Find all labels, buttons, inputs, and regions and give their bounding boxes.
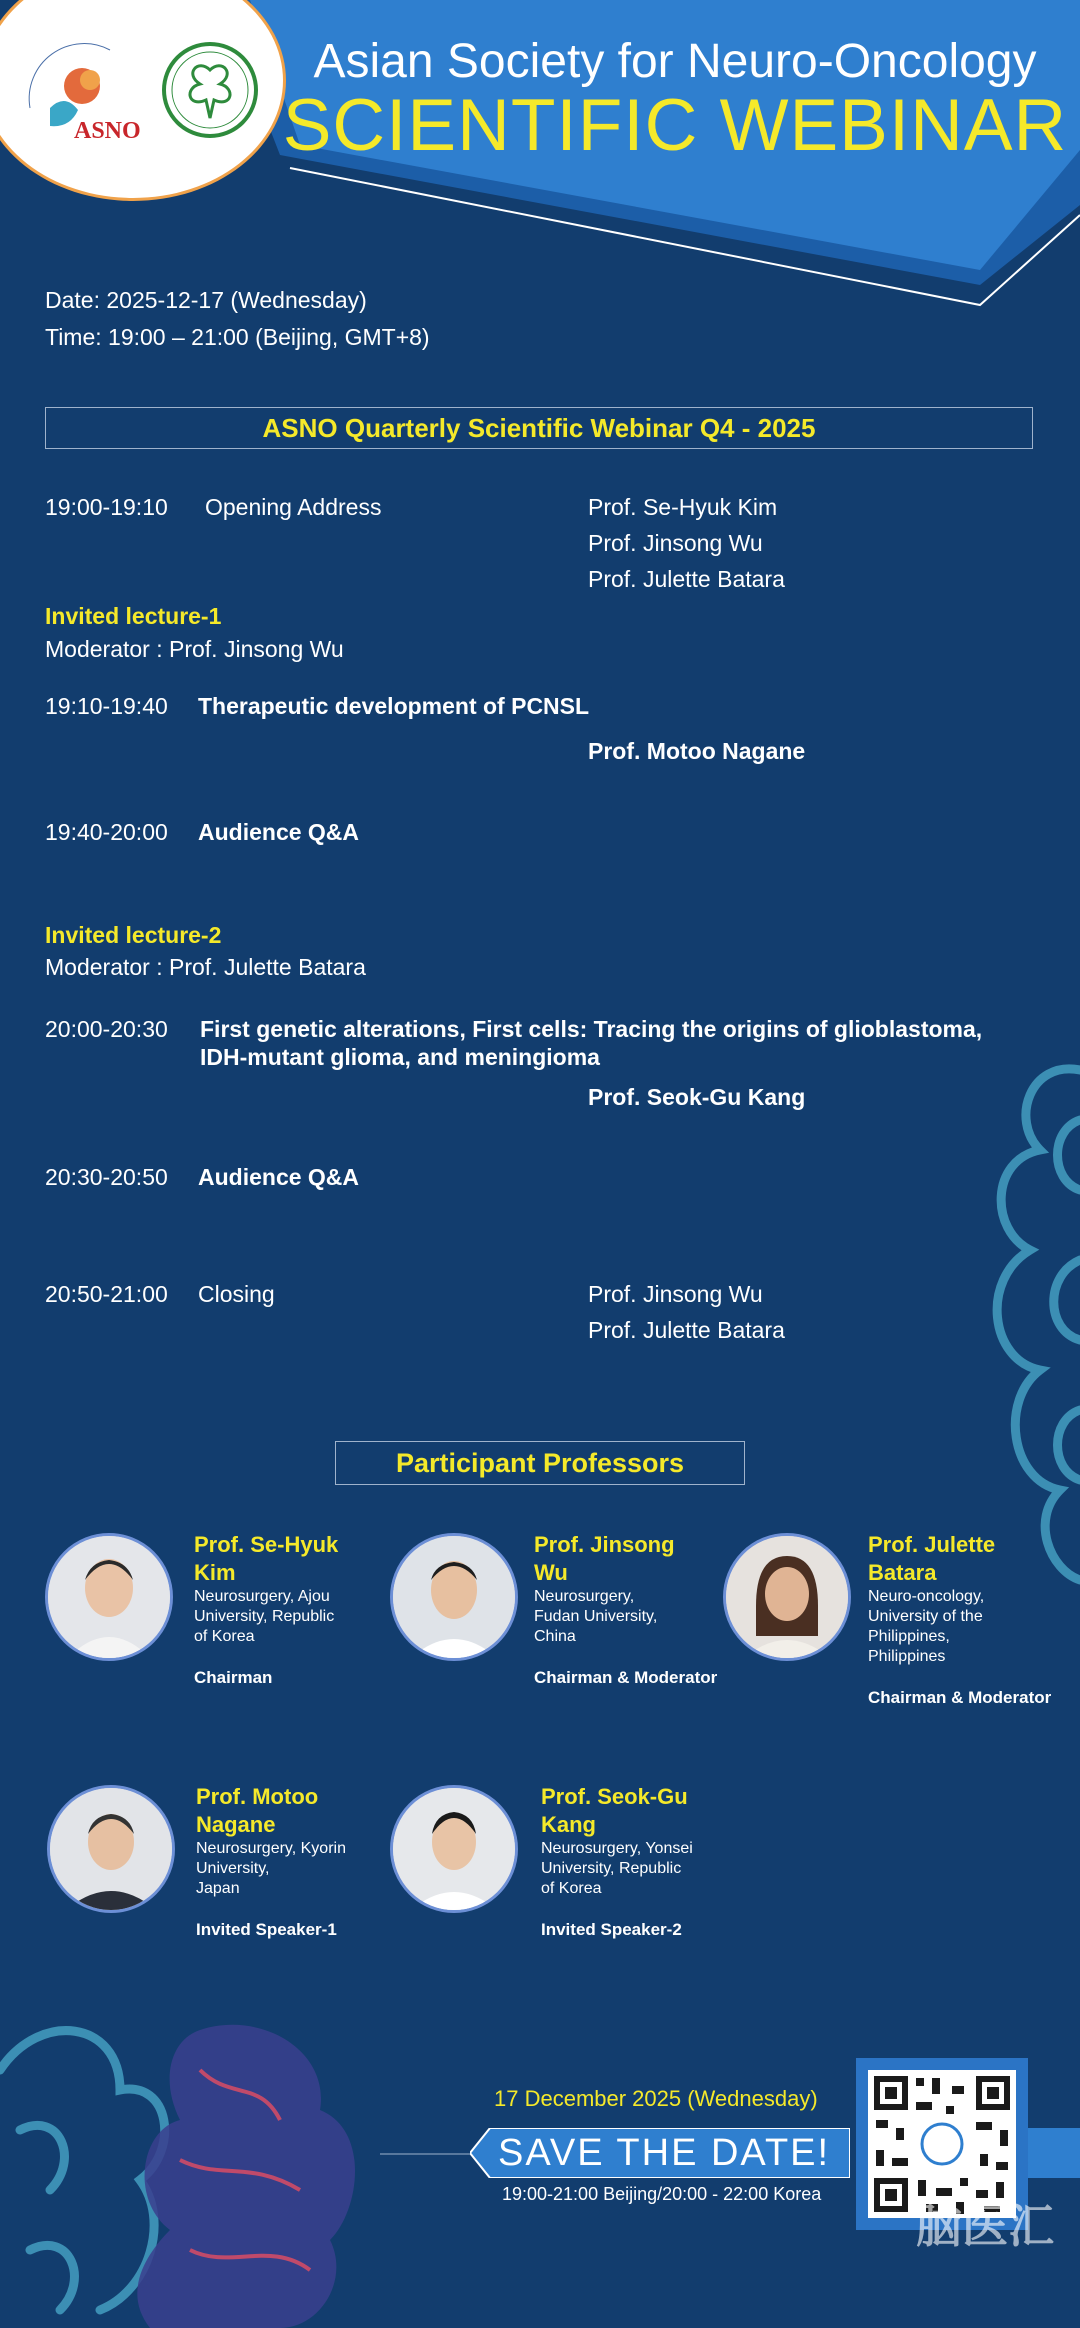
- title-line-1: Asian Society for Neuro-Oncology: [313, 35, 1037, 88]
- save-date-time: 19:00-21:00 Beijing/20:00 - 22:00 Korea: [502, 2184, 822, 2204]
- lecture1-moderator: Moderator : Prof. Jinsong Wu: [45, 636, 344, 662]
- participant-name: Prof. Se-Hyuk: [194, 1532, 339, 1557]
- participant-role: Chairman & Moderator: [868, 1688, 1052, 1707]
- participant-role: Invited Speaker-1: [196, 1920, 337, 1939]
- lecture1-heading: Invited lecture-1: [45, 603, 222, 629]
- lecture2-time: 20:00-20:30: [45, 1016, 168, 1042]
- participant-role: Invited Speaker-2: [541, 1920, 682, 1939]
- participant-affiliation: Philippines: [868, 1648, 946, 1665]
- lecture2-moderator: Moderator : Prof. Julette Batara: [45, 954, 366, 980]
- opening-time: 19:00-19:10: [45, 494, 168, 520]
- avatar: [390, 1785, 518, 1913]
- participant-affiliation: Japan: [196, 1880, 240, 1897]
- participants-title: Participant Professors: [335, 1441, 745, 1485]
- closing-speaker: Prof. Julette Batara: [588, 1317, 785, 1343]
- save-date-date: 17 December 2025 (Wednesday): [494, 2086, 818, 2111]
- participant-affiliation: University of the: [868, 1608, 983, 1625]
- lecture1-qa-title: Audience Q&A: [198, 819, 360, 845]
- participant-affiliation: Fudan University,: [534, 1608, 658, 1625]
- participant-name: Batara: [868, 1560, 937, 1585]
- opening-speaker: Prof. Se-Hyuk Kim: [588, 494, 778, 520]
- avatar: [45, 1533, 173, 1661]
- participant-affiliation: of Korea: [541, 1880, 602, 1897]
- participant-affiliation: China: [534, 1628, 576, 1645]
- program-title: ASNO Quarterly Scientific Webinar Q4 - 2025: [45, 407, 1033, 449]
- participant-affiliation: of Korea: [194, 1628, 255, 1645]
- participant-affiliation: University, Republic: [541, 1860, 682, 1877]
- brain-tissue-illustration: [0, 2010, 520, 2328]
- opening-speaker: Prof. Julette Batara: [588, 566, 785, 592]
- watermark: 脑医汇: [916, 2200, 1054, 2252]
- lecture1-title: Therapeutic development of PCNSL: [198, 693, 590, 719]
- lecture2-title-line1: First genetic alterations, First cells: Tracing the origins of glioblastoma,: [200, 1016, 983, 1042]
- participant-role: Chairman: [194, 1668, 273, 1687]
- banner-tail: [1020, 2128, 1080, 2178]
- event-time: Time: 19:00 – 21:00 (Beijing, GMT+8): [45, 324, 430, 350]
- participant-affiliation: University, Republic: [194, 1608, 335, 1625]
- participant-affiliation: University,: [196, 1860, 270, 1877]
- closing-time: 20:50-21:00: [45, 1281, 168, 1307]
- save-the-date-text: SAVE THE DATE!: [498, 2132, 831, 2174]
- participant-affiliation: Neurosurgery,: [534, 1588, 635, 1605]
- participant-affiliation: Neurosurgery, Yonsei: [541, 1840, 693, 1857]
- participant-name: Prof. Motoo: [196, 1784, 319, 1809]
- closing-title: Closing: [198, 1281, 275, 1307]
- participant-name: Prof. Jinsong: [534, 1532, 675, 1557]
- participant-name: Prof. Julette: [868, 1532, 996, 1557]
- participant-name: Wu: [534, 1560, 568, 1585]
- lecture1-qa-time: 19:40-20:00: [45, 819, 168, 845]
- participant-name: Nagane: [196, 1812, 276, 1837]
- participant-role: Chairman & Moderator: [534, 1668, 718, 1687]
- association-logo: [160, 40, 260, 140]
- asno-logo: [20, 38, 150, 148]
- title-line-2: SCIENTIFIC WEBINAR: [282, 85, 1068, 166]
- lecture2-speaker: Prof. Seok-Gu Kang: [588, 1084, 806, 1110]
- avatar: [723, 1533, 851, 1661]
- participant-affiliation: Neurosurgery, Ajou: [194, 1588, 330, 1605]
- participant-name: Prof. Seok-Gu: [541, 1784, 688, 1809]
- participant-name: Kim: [194, 1560, 236, 1585]
- opening-speaker: Prof. Jinsong Wu: [588, 530, 763, 556]
- asno-logo-text: ASNO: [74, 118, 141, 144]
- brain-outline-illustration: [970, 1060, 1080, 1590]
- participant-name: Kang: [541, 1812, 596, 1837]
- lecture1-time: 19:10-19:40: [45, 693, 168, 719]
- participant-affiliation: Philippines,: [868, 1628, 950, 1645]
- opening-title: Opening Address: [205, 494, 382, 520]
- lecture2-qa-time: 20:30-20:50: [45, 1164, 168, 1190]
- participant-affiliation: Neuro-oncology,: [868, 1588, 985, 1605]
- lecture2-title-line2: IDH-mutant glioma, and meningioma: [200, 1044, 600, 1070]
- lecture2-qa-title: Audience Q&A: [198, 1164, 360, 1190]
- closing-speaker: Prof. Jinsong Wu: [588, 1281, 763, 1307]
- event-date: Date: 2025-12-17 (Wednesday): [45, 287, 367, 313]
- lecture2-heading: Invited lecture-2: [45, 922, 222, 948]
- avatar: [47, 1785, 175, 1913]
- avatar: [390, 1533, 518, 1661]
- participant-affiliation: Neurosurgery, Kyorin: [196, 1840, 346, 1857]
- lecture1-speaker: Prof. Motoo Nagane: [588, 738, 806, 764]
